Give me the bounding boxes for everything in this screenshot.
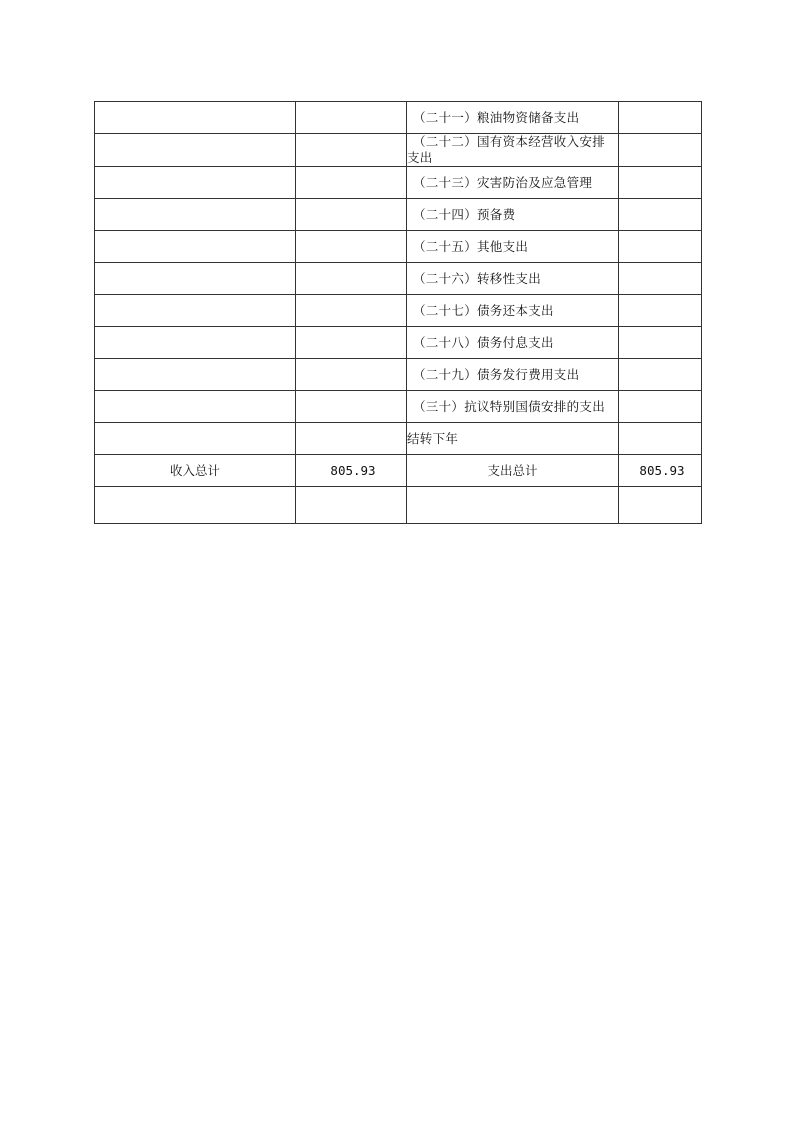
- expense-item-cell: （二十七）债务还本支出: [407, 295, 619, 327]
- income-total-value: 805.93: [296, 455, 407, 487]
- income-item-cell: [95, 487, 296, 524]
- table-row: [95, 231, 702, 263]
- expense-item-cell: （二十八）债务付息支出: [407, 327, 619, 359]
- income-item-cell: [95, 134, 296, 167]
- income-value-cell: [296, 487, 407, 524]
- expense-value-cell: [619, 102, 702, 134]
- expense-value-cell: [619, 263, 702, 295]
- income-item-cell: [95, 199, 296, 231]
- expense-item-line2: 支出: [407, 150, 433, 165]
- income-value-cell: [296, 359, 407, 391]
- expense-value-cell: [619, 167, 702, 199]
- table-row: [95, 487, 702, 524]
- expense-value-cell: [619, 391, 702, 423]
- expense-item-cell: （二十三）灾害防治及应急管理: [407, 167, 619, 199]
- expense-total-label: 支出总计: [407, 455, 619, 487]
- expense-value-cell: [619, 295, 702, 327]
- income-item-cell: [95, 263, 296, 295]
- expense-value-cell: [619, 487, 702, 524]
- income-value-cell: [296, 199, 407, 231]
- expense-value-cell: [619, 231, 702, 263]
- income-item-cell: [95, 327, 296, 359]
- expense-value-cell: [619, 199, 702, 231]
- expense-item-cell: （二十一）粮油物资储备支出: [407, 102, 619, 134]
- table-row: [95, 359, 702, 391]
- table-row: [95, 327, 702, 359]
- expense-item-cell: [407, 487, 619, 524]
- income-item-cell: [95, 423, 296, 455]
- income-total-label: 收入总计: [95, 455, 296, 487]
- income-value-cell: [296, 167, 407, 199]
- expense-item-cell: （二十六）转移性支出: [407, 263, 619, 295]
- income-value-cell: [296, 102, 407, 134]
- table-row: [95, 423, 702, 455]
- income-item-cell: [95, 231, 296, 263]
- income-value-cell: [296, 231, 407, 263]
- table-row: [95, 391, 702, 423]
- income-item-cell: [95, 102, 296, 134]
- income-item-cell: [95, 359, 296, 391]
- table-row: [95, 134, 702, 167]
- table-row: [95, 199, 702, 231]
- income-item-cell: [95, 391, 296, 423]
- income-value-cell: [296, 327, 407, 359]
- income-item-cell: [95, 167, 296, 199]
- expense-item-cell: 结转下年: [407, 423, 619, 455]
- income-value-cell: [296, 423, 407, 455]
- expense-item-cell: （三十）抗议特别国债安排的支出: [407, 391, 619, 423]
- table-row: [95, 102, 702, 134]
- expense-item-cell: （二十四）预备费: [407, 199, 619, 231]
- income-value-cell: [296, 295, 407, 327]
- budget-table: [94, 101, 702, 524]
- table-row: [95, 263, 702, 295]
- expense-item-cell: （二十五）其他支出: [407, 231, 619, 263]
- expense-value-cell: [619, 327, 702, 359]
- budget-table-page: [94, 101, 701, 524]
- table-row: [95, 167, 702, 199]
- expense-total-value: 805.93: [619, 455, 702, 487]
- expense-item-cell: （二十九）债务发行费用支出: [407, 359, 619, 391]
- income-value-cell: [296, 134, 407, 167]
- expense-value-cell: [619, 359, 702, 391]
- expense-item-cell: [407, 134, 619, 167]
- income-value-cell: [296, 263, 407, 295]
- table-row: [95, 295, 702, 327]
- income-item-cell: [95, 295, 296, 327]
- expense-value-cell: [619, 423, 702, 455]
- expense-item-line1: （二十二）国有资本经营收入安排: [413, 134, 606, 149]
- income-value-cell: [296, 391, 407, 423]
- expense-value-cell: [619, 134, 702, 167]
- totals-row: [95, 455, 702, 487]
